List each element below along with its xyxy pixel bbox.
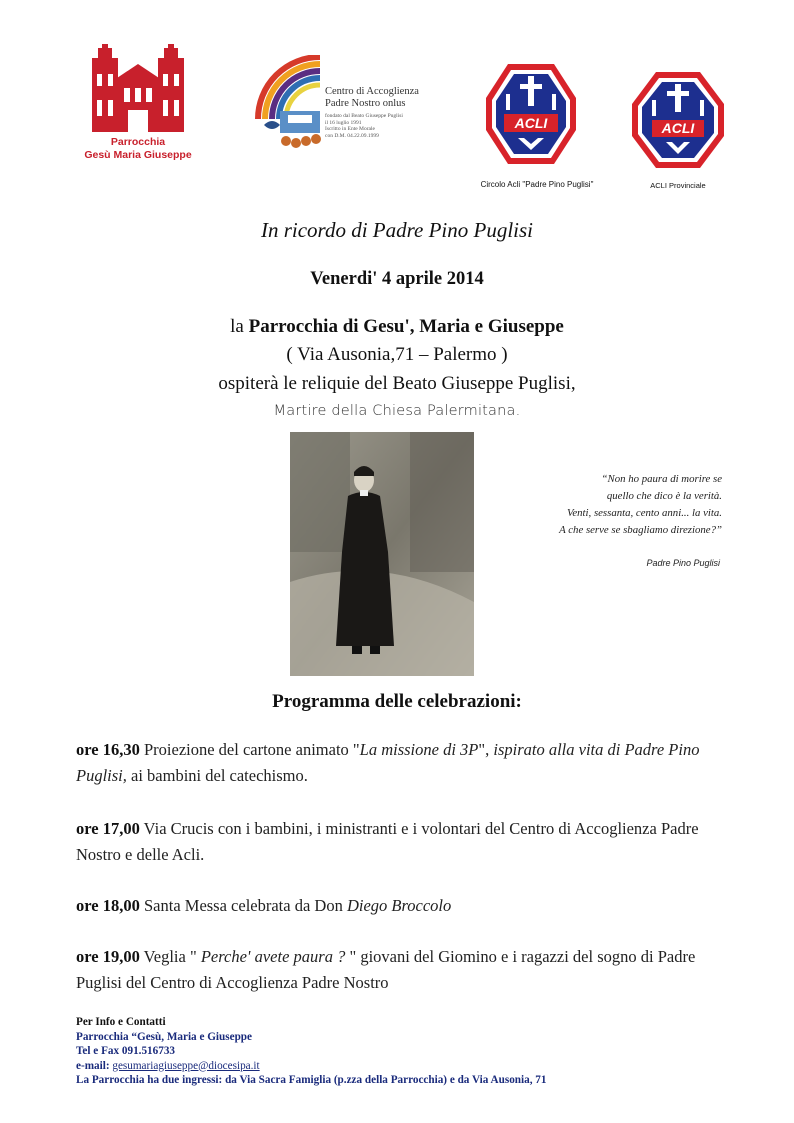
quote-author: Padre Pino Puglisi bbox=[646, 558, 720, 568]
centro-title-line1: Centro di Accoglienza bbox=[325, 86, 419, 97]
parish-logo-caption bbox=[78, 136, 198, 162]
centro-small-line1: fondato dal Beato Giuseppe Puglisi bbox=[325, 113, 403, 119]
acli-provinciale-logo bbox=[630, 70, 726, 170]
parish-caption-line2: Gesù Maria Giuseppe bbox=[84, 149, 192, 161]
centro-title-line2: Padre Nostro onlus bbox=[325, 98, 406, 109]
programme-time: ore 16,30 bbox=[76, 740, 140, 759]
programme-text: " giovani del Giomino e i ragazzi del sogno di Padre Puglisi del Centro di Accoglienza Padre Nostro bbox=[76, 947, 696, 992]
centro-accoglienza-logo bbox=[250, 55, 440, 160]
programme-italic: Perche' avete paura ? bbox=[200, 947, 346, 966]
parish-prefix: la bbox=[230, 316, 249, 337]
acli-emblem-icon bbox=[484, 62, 578, 166]
priest-photo-image bbox=[290, 432, 474, 676]
programme-text: Proiezione del cartone animato " bbox=[139, 740, 360, 759]
parish-logo bbox=[78, 44, 198, 164]
quote-line2: quello che dico è la verità. bbox=[606, 490, 722, 502]
parish-name: Parrocchia di Gesu', Maria e Giuseppe bbox=[248, 316, 564, 337]
church-icon bbox=[78, 44, 198, 136]
programme-text: ", bbox=[478, 740, 494, 759]
relics-line: ospiterà le reliquie del Beato Giuseppe Puglisi, bbox=[218, 373, 576, 394]
programme-italic: La missione di 3P bbox=[359, 740, 479, 759]
centro-small-line2: il 16 luglio 1991 bbox=[325, 119, 362, 126]
martyr-line: Martire della Chiesa Palermitana. bbox=[273, 403, 521, 419]
programme-text: Via Crucis con i bambini, i ministranti e i volontari del Centro di Accoglienza Padre Nostro e delle Acli. bbox=[76, 819, 699, 864]
memorial-title: In ricordo di Padre Pino Puglisi bbox=[260, 218, 533, 242]
programme-time: ore 18,00 bbox=[76, 896, 140, 915]
programme-item bbox=[76, 816, 726, 868]
programme-italic: Diego Broccolo bbox=[346, 896, 452, 915]
parish-caption-line1: Parrocchia bbox=[110, 136, 166, 148]
acli-circolo-label: ACLI bbox=[514, 115, 548, 131]
programme-title: Programma delle celebrazioni: bbox=[272, 691, 522, 712]
puglisi-quote bbox=[480, 471, 722, 539]
programme-text: Veglia " bbox=[139, 947, 201, 966]
centro-small-line4: con D.M. 04.22.09.1999 bbox=[325, 132, 379, 139]
programme-italic: ispirato alla vita di Padre Pino Puglisi, bbox=[76, 740, 700, 785]
acli-circolo-logo bbox=[484, 62, 578, 166]
contact-info bbox=[76, 1015, 756, 1088]
contact-email-line bbox=[76, 1059, 756, 1074]
programme-text: Santa Messa celebrata da Don bbox=[139, 896, 347, 915]
email-label: e-mail: bbox=[76, 1059, 113, 1072]
acli-provinciale-caption: ACLI Provinciale bbox=[650, 181, 706, 190]
event-date: Venerdi' 4 aprile 2014 bbox=[310, 269, 484, 289]
address-line: ( Via Ausonia,71 – Palermo ) bbox=[286, 344, 508, 365]
acli-circolo-caption: Circolo Acli "Padre Pino Puglisi" bbox=[480, 180, 594, 189]
programme-item bbox=[76, 944, 726, 996]
contact-entrances: La Parrocchia ha due ingressi: da Via Sacra Famiglia (p.zza della Parrocchia) e da Via Ausonia, 71 bbox=[76, 1074, 547, 1086]
programme-text: ai bambini del catechismo. bbox=[126, 766, 308, 785]
programme-item bbox=[76, 893, 726, 919]
parish-line bbox=[0, 316, 794, 338]
priest-photo bbox=[290, 432, 474, 676]
quote-line1: “Non ho paura di morire se bbox=[601, 473, 722, 485]
quote-line3: Venti, sessanta, cento anni... la vita. bbox=[566, 507, 722, 519]
contact-heading: Per Info e Contatti bbox=[76, 1016, 166, 1028]
quote-line4: A che serve se sbagliamo direzione?” bbox=[559, 524, 722, 536]
email-link[interactable]: gesumariagiuseppe@diocesipa.it bbox=[112, 1059, 260, 1072]
centro-small-line3: Iscritto in Ente Morale bbox=[325, 126, 375, 132]
programme-item bbox=[76, 737, 726, 789]
acli-provinciale-label: ACLI bbox=[661, 120, 695, 136]
centro-logo-text bbox=[325, 86, 445, 139]
programme-time: ore 17,00 bbox=[76, 819, 140, 838]
programme-time: ore 19,00 bbox=[76, 947, 140, 966]
contact-phone: Tel e Fax 091.516733 bbox=[76, 1045, 176, 1057]
contact-parish: Parrocchia “Gesù, Maria e Giuseppe bbox=[76, 1030, 252, 1043]
